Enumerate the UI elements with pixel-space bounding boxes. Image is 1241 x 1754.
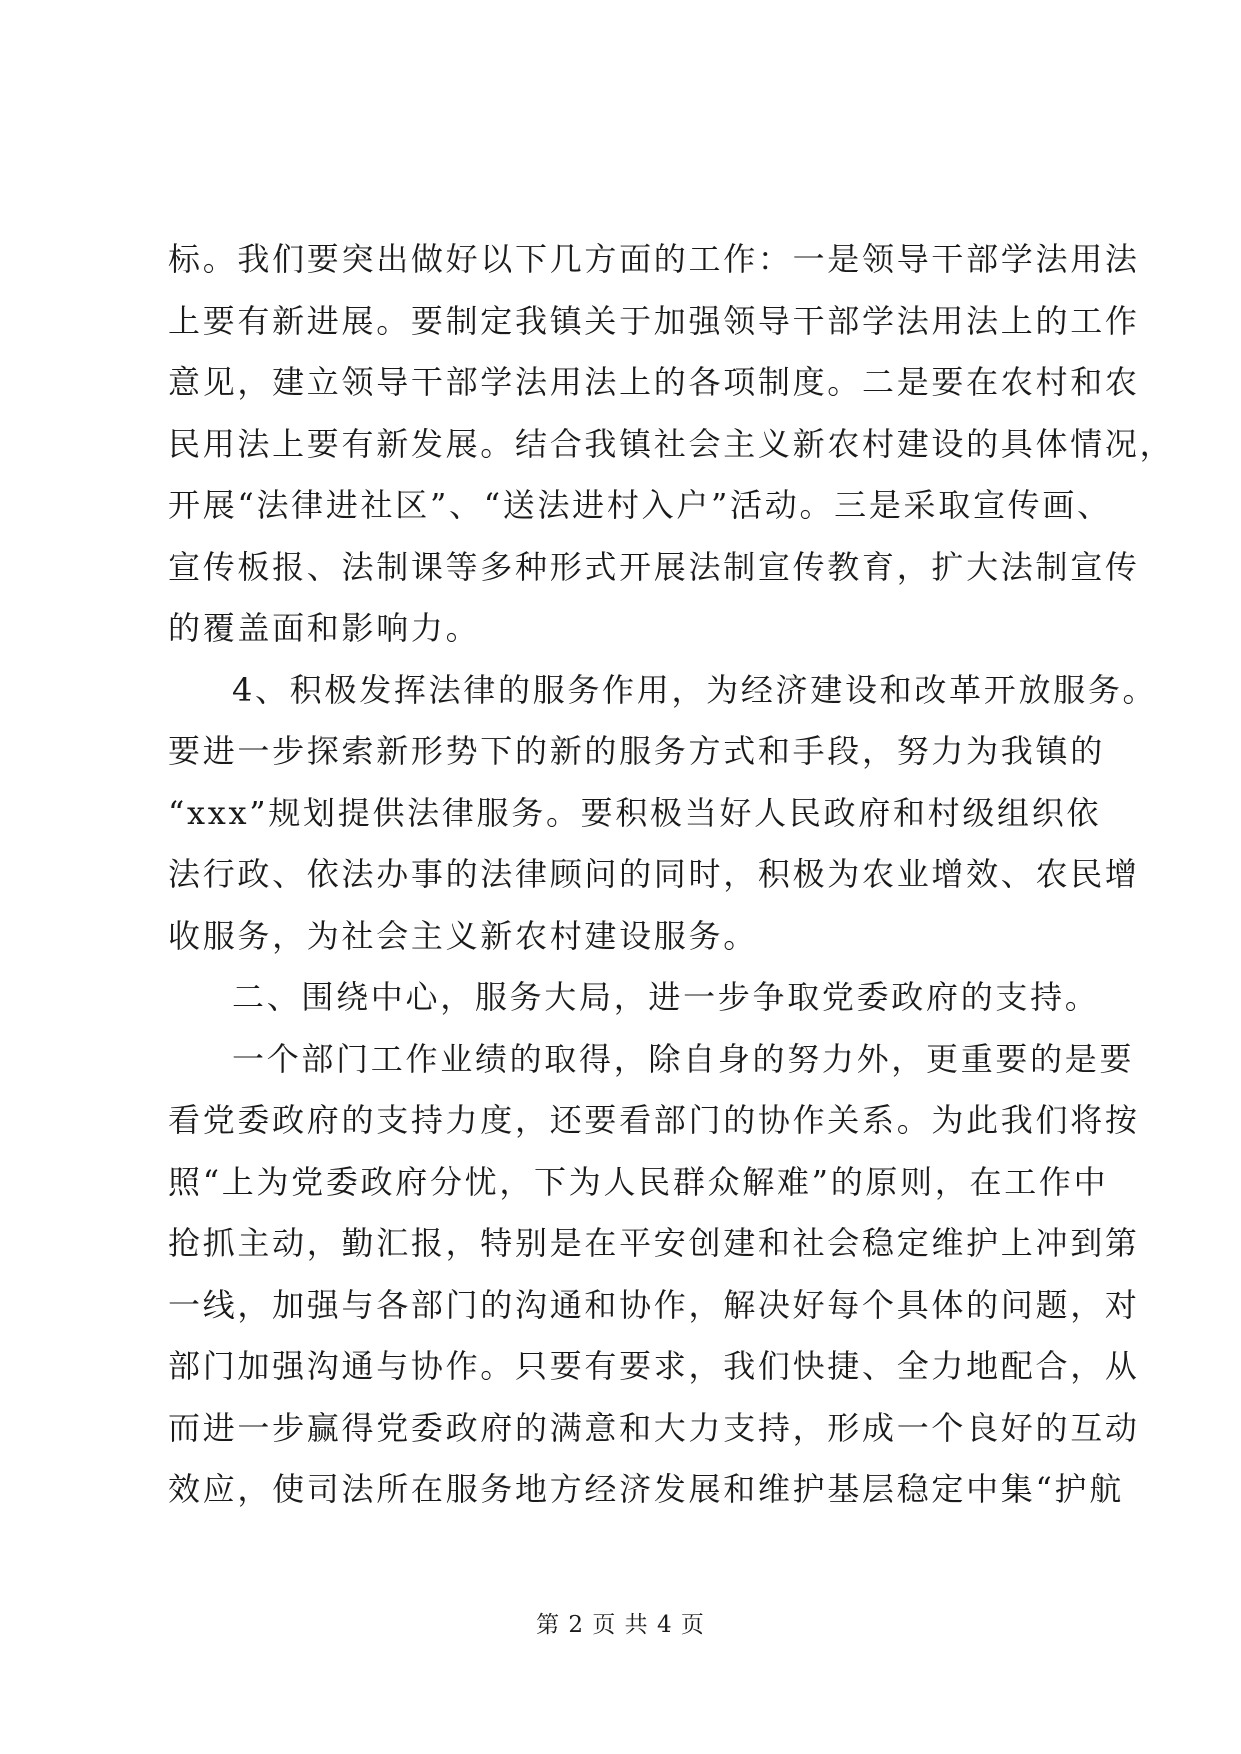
text-line: 而进一步赢得党委政府的满意和大力支持，形成一个良好的互动 [168, 1408, 1140, 1447]
text-line: 上要有新进展。要制定我镇关于加强领导干部学法用法上的工作 [168, 301, 1140, 340]
text-line: 一个部门工作业绩的取得，除自身的努力外，更重要的是要 [232, 1039, 1135, 1078]
text-line: “xxx”规划提供法律服务。要积极当好人民政府和村级组织依 [168, 793, 1102, 832]
text-line: 抢抓主动，勤汇报，特别是在平安创建和社会稳定维护上冲到第 [168, 1224, 1140, 1262]
text-line: 法行政、依法办事的法律顾问的同时，积极为农业增效、农民增 [168, 855, 1140, 893]
text-line: 一线，加强与各部门的沟通和协作，解决好每个具体的问题，对 [168, 1285, 1140, 1324]
text-line: 照“上为党委政府分忧，下为人民群众解难”的原则，在工作中 [168, 1162, 1109, 1201]
text-line: 的覆盖面和影响力。 [168, 609, 481, 647]
text-line: 4、积极发挥法律的服务作用，为经济建设和改革开放服务。 [232, 670, 1158, 709]
text-line: 二、围绕中心，服务大局，进一步争取党委政府的支持。 [232, 978, 1100, 1016]
text-line: 收服务，为社会主义新农村建设服务。 [168, 916, 758, 955]
text-line: 效应，使司法所在服务地方经济发展和维护基层稳定中集“护航 [168, 1470, 1124, 1508]
text-line: 看党委政府的支持力度，还要看部门的协作关系。为此我们将按 [168, 1101, 1140, 1139]
text-line: 标。我们要突出做好以下几方面的工作：一是领导干部学法用法 [168, 240, 1140, 278]
text-line: 意见，建立领导干部学法用法上的各项制度。二是要在农村和农 [168, 363, 1140, 401]
text-line: 开展“法律进社区”、“送法进村入户”活动。三是采取宣传画、 [168, 486, 1112, 524]
page-footer: 第 2 页 共 4 页 [536, 1612, 705, 1638]
body-text [168, 229, 1175, 1521]
text-line: 部门加强沟通与协作。只要有要求，我们快捷、全力地配合，从 [168, 1347, 1140, 1385]
text-line: 民用法上要有新发展。结合我镇社会主义新农村建设的具体情况， [168, 424, 1175, 463]
text-line: 要进一步探索新形势下的新的服务方式和手段，努力为我镇的 [168, 732, 1105, 770]
text-line: 宣传板报、法制课等多种形式开展法制宣传教育，扩大法制宣传 [168, 547, 1140, 586]
